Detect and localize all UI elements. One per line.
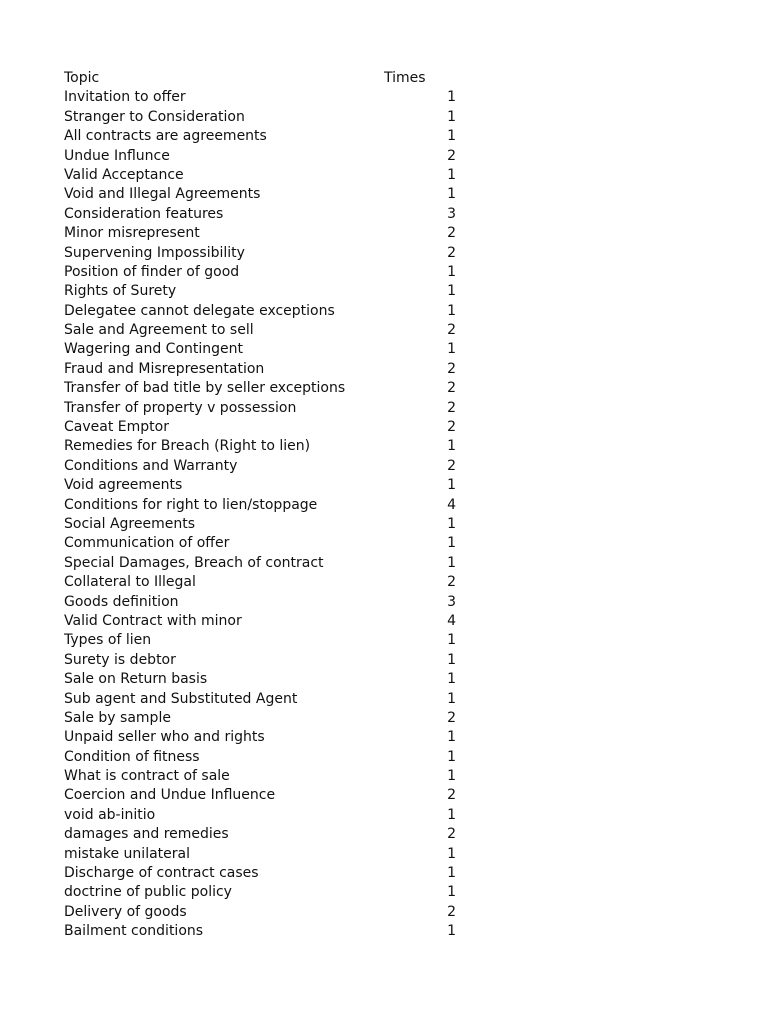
topic-cell: Rights of Surety bbox=[64, 283, 177, 300]
topic-cell: Bailment conditions bbox=[64, 923, 204, 940]
times-cell: 1 bbox=[447, 671, 456, 688]
times-cell: 4 bbox=[447, 612, 456, 629]
times-cell: 1 bbox=[447, 438, 456, 455]
table-row bbox=[64, 205, 484, 224]
times-cell: 1 bbox=[447, 263, 456, 280]
times-cell: 1 bbox=[447, 690, 456, 707]
topic-cell: Void agreements bbox=[64, 477, 183, 494]
table-row bbox=[64, 476, 484, 495]
topic-cell: mistake unilateral bbox=[64, 845, 190, 862]
times-cell: 2 bbox=[447, 787, 456, 804]
times-cell: 1 bbox=[447, 341, 456, 358]
topic-cell: Valid Contract with minor bbox=[64, 612, 242, 629]
table-row bbox=[64, 670, 484, 689]
times-cell: 1 bbox=[447, 108, 456, 125]
table-row bbox=[64, 166, 484, 185]
times-cell: 1 bbox=[447, 186, 456, 203]
times-cell: 1 bbox=[447, 651, 456, 668]
times-cell: 2 bbox=[447, 903, 456, 920]
topic-table bbox=[64, 69, 484, 942]
topic-cell: What is contract of sale bbox=[64, 768, 230, 785]
times-cell: 2 bbox=[447, 147, 456, 164]
topic-cell: void ab-initio bbox=[64, 806, 156, 823]
times-cell: 1 bbox=[447, 166, 456, 183]
times-cell: 2 bbox=[447, 826, 456, 843]
topic-cell: Sale by sample bbox=[64, 709, 171, 726]
times-cell: 3 bbox=[447, 205, 456, 222]
table-header bbox=[64, 69, 484, 88]
times-cell: 1 bbox=[447, 283, 456, 300]
table-row bbox=[64, 573, 484, 592]
topic-cell: Types of lien bbox=[64, 632, 152, 649]
table-row bbox=[64, 418, 484, 437]
table-row bbox=[64, 399, 484, 418]
times-cell: 1 bbox=[447, 89, 456, 106]
table-row bbox=[64, 185, 484, 204]
times-cell: 1 bbox=[447, 554, 456, 571]
table-row bbox=[64, 108, 484, 127]
table-row bbox=[64, 340, 484, 359]
topic-cell: Delegatee cannot delegate exceptions bbox=[64, 302, 335, 319]
table-row bbox=[64, 593, 484, 612]
table-row bbox=[64, 147, 484, 166]
times-cell: 1 bbox=[447, 884, 456, 901]
table-row bbox=[64, 263, 484, 282]
topic-cell: Sale on Return basis bbox=[64, 671, 208, 688]
table-row bbox=[64, 883, 484, 902]
topic-cell: Surety is debtor bbox=[64, 651, 176, 668]
table-row bbox=[64, 864, 484, 883]
times-cell: 3 bbox=[447, 593, 456, 610]
times-cell: 1 bbox=[447, 748, 456, 765]
times-cell: 1 bbox=[447, 923, 456, 940]
times-cell: 1 bbox=[447, 865, 456, 882]
table-row bbox=[64, 767, 484, 786]
column-header-times: Times bbox=[384, 70, 426, 86]
times-cell: 2 bbox=[447, 244, 456, 261]
times-cell: 1 bbox=[447, 515, 456, 532]
topic-cell: Sale and Agreement to sell bbox=[64, 322, 254, 339]
topic-cell: Remedies for Breach (Right to lien) bbox=[64, 438, 311, 455]
table-row bbox=[64, 88, 484, 107]
topic-cell: Communication of offer bbox=[64, 535, 230, 552]
topic-cell: Position of finder of good bbox=[64, 263, 240, 280]
topic-cell: damages and remedies bbox=[64, 826, 229, 843]
times-cell: 1 bbox=[447, 477, 456, 494]
table-row bbox=[64, 825, 484, 844]
topic-cell: Special Damages, Breach of contract bbox=[64, 554, 324, 571]
column-header-topic: Topic bbox=[64, 70, 100, 86]
topic-cell: Transfer of bad title by seller exceptions bbox=[64, 380, 346, 397]
times-cell: 2 bbox=[447, 322, 456, 339]
topic-cell: Unpaid seller who and rights bbox=[64, 729, 265, 746]
table-row bbox=[64, 631, 484, 650]
topic-cell: doctrine of public policy bbox=[64, 884, 232, 901]
table-row bbox=[64, 302, 484, 321]
times-cell: 4 bbox=[447, 496, 456, 513]
times-cell: 2 bbox=[447, 360, 456, 377]
table-row bbox=[64, 786, 484, 805]
times-cell: 2 bbox=[447, 419, 456, 436]
topic-cell: Stranger to Consideration bbox=[64, 108, 245, 125]
topic-cell: Coercion and Undue Influence bbox=[64, 787, 276, 804]
table-row bbox=[64, 496, 484, 515]
topic-cell: Discharge of contract cases bbox=[64, 865, 259, 882]
topic-cell: Goods definition bbox=[64, 593, 179, 610]
table-row bbox=[64, 224, 484, 243]
topic-cell: Collateral to Illegal bbox=[64, 574, 196, 591]
table-row bbox=[64, 554, 484, 573]
times-cell: 2 bbox=[447, 457, 456, 474]
table-row bbox=[64, 515, 484, 534]
times-cell: 2 bbox=[447, 225, 456, 242]
table-row bbox=[64, 437, 484, 456]
topic-cell: All contracts are agreements bbox=[64, 128, 267, 145]
times-cell: 2 bbox=[447, 399, 456, 416]
topic-cell: Undue Influnce bbox=[64, 147, 170, 164]
times-cell: 2 bbox=[447, 709, 456, 726]
table-row bbox=[64, 748, 484, 767]
times-cell: 1 bbox=[447, 806, 456, 823]
topic-cell: Social Agreements bbox=[64, 515, 196, 532]
table-row bbox=[64, 612, 484, 631]
table-row bbox=[64, 709, 484, 728]
topic-cell: Conditions and Warranty bbox=[64, 457, 238, 474]
times-cell: 1 bbox=[447, 128, 456, 145]
times-cell: 1 bbox=[447, 632, 456, 649]
table-row bbox=[64, 903, 484, 922]
topic-cell: Wagering and Contingent bbox=[64, 341, 243, 358]
topic-cell: Consideration features bbox=[64, 205, 224, 222]
table-row bbox=[64, 845, 484, 864]
topic-cell: Valid Acceptance bbox=[64, 166, 184, 183]
table-row bbox=[64, 360, 484, 379]
table-row bbox=[64, 457, 484, 476]
table-row bbox=[64, 127, 484, 146]
topic-cell: Transfer of property v possession bbox=[64, 399, 297, 416]
table-row bbox=[64, 690, 484, 709]
table-row bbox=[64, 534, 484, 553]
times-cell: 1 bbox=[447, 535, 456, 552]
topic-cell: Conditions for right to lien/stoppage bbox=[64, 496, 318, 513]
times-cell: 1 bbox=[447, 845, 456, 862]
times-cell: 2 bbox=[447, 574, 456, 591]
times-cell: 1 bbox=[447, 729, 456, 746]
topic-cell: Invitation to offer bbox=[64, 89, 186, 106]
topic-cell: Fraud and Misrepresentation bbox=[64, 360, 265, 377]
table-row bbox=[64, 922, 484, 941]
topic-cell: Supervening Impossibility bbox=[64, 244, 245, 261]
topic-cell: Sub agent and Substituted Agent bbox=[64, 690, 298, 707]
times-cell: 2 bbox=[447, 380, 456, 397]
times-cell: 1 bbox=[447, 768, 456, 785]
table-row bbox=[64, 244, 484, 263]
table-row bbox=[64, 321, 484, 340]
table-row bbox=[64, 651, 484, 670]
topic-cell: Delivery of goods bbox=[64, 903, 187, 920]
table-row bbox=[64, 806, 484, 825]
topic-cell: Minor misrepresent bbox=[64, 225, 200, 242]
topic-cell: Caveat Emptor bbox=[64, 419, 169, 436]
table-row bbox=[64, 379, 484, 398]
times-cell: 1 bbox=[447, 302, 456, 319]
topic-cell: Void and Illegal Agreements bbox=[64, 186, 261, 203]
table-row bbox=[64, 282, 484, 301]
table-body bbox=[64, 88, 484, 941]
table-row bbox=[64, 728, 484, 747]
topic-cell: Condition of fitness bbox=[64, 748, 200, 765]
